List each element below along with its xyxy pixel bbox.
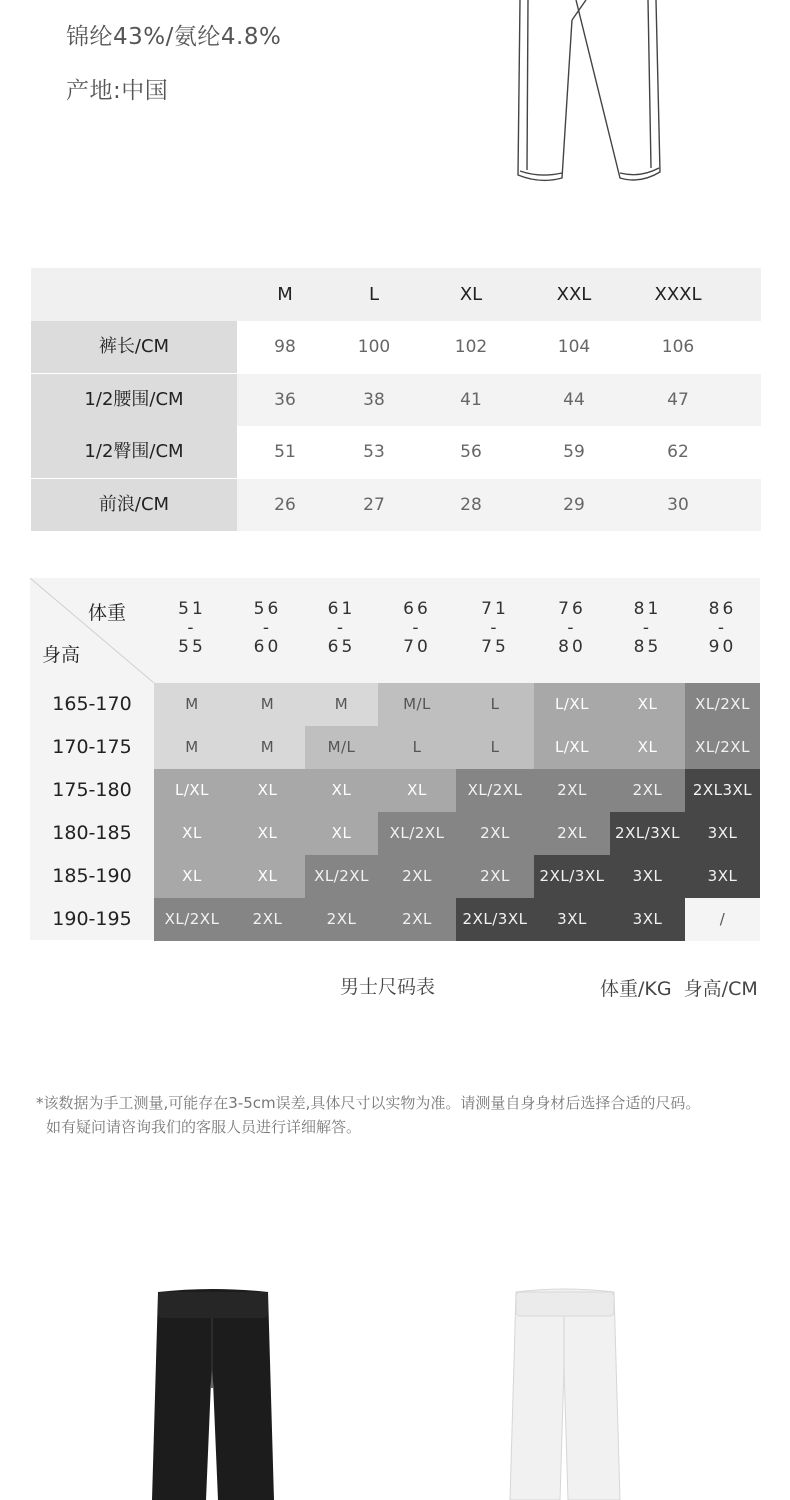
weight-range-sep: - [262,618,273,638]
weight-range-to: 55 [178,637,206,657]
size-col-header: XXL [556,284,592,305]
size-recommendation-cell: XL [230,812,305,855]
size-recommendation-cell: 2XL [305,898,378,941]
white-pants-image [506,1286,624,1500]
weight-range-sep: - [717,618,728,638]
weight-range-from: 76 [558,599,586,619]
size-col-header: XXXL [654,284,702,305]
size-value-cell: 27 [363,494,385,515]
size-recommendation-cell: XL [610,726,685,769]
weight-range-from: 51 [178,599,206,619]
size-value-cell: 102 [454,337,488,357]
size-value-cell: 47 [667,389,689,410]
size-recommendation-cell: 3XL [610,898,685,941]
size-recommendation-cell: M [230,683,305,726]
size-recommendation-cell: / [685,898,760,941]
size-recommendation-cell: XL [230,769,305,812]
size-recommendation-cell: XL [610,683,685,726]
height-range-label: 175-180 [52,779,132,801]
size-recommendation-cell: 2XL [378,898,456,941]
diagonal-divider [30,578,154,683]
size-recommendation-cell: M/L [378,683,456,726]
weight-range-sep: - [567,618,577,638]
size-recommendation-cell: L [456,683,534,726]
weight-range [387,600,447,657]
origin-text: 产地:中国 [66,78,169,104]
size-recommendation-cell: XL/2XL [685,726,760,769]
size-recommendation-cell: XL/2XL [305,855,378,898]
size-value-cell: 44 [563,389,585,410]
size-recommendation-cell: 2XL [230,898,305,941]
weight-range-from: 86 [708,599,737,619]
weight-range [618,600,678,657]
size-col-header: L [368,284,380,305]
rec-header [30,578,760,683]
weight-range-from: 66 [403,599,431,619]
size-recommendation-cell: 2XL/3XL [610,812,685,855]
weight-header: 体重 [88,602,127,624]
size-recommendation-cell: 3XL [685,812,760,855]
size-recommendation-cell: M/L [305,726,378,769]
size-value-cell: 38 [363,389,385,410]
size-recommendation-cell: XL/2XL [456,769,534,812]
black-pants-image [150,1288,280,1500]
weight-range-to: 85 [633,637,662,657]
size-recommendation-cell: XL/2XL [378,812,456,855]
size-value-cell: 28 [460,494,482,515]
units-caption: 体重/KG 身高/CM [600,978,758,1000]
size-recommendation-cell: XL [305,769,378,812]
size-row-label: 裤长/CM [31,321,237,373]
weight-range-to: 60 [253,637,282,657]
size-value-cell: 98 [274,337,296,357]
size-recommendation-cell: 2XL [456,812,534,855]
size-row-label: 1/2臀围/CM [31,426,237,478]
height-range-label: 190-195 [52,908,132,930]
size-recommendation-cell: 2XL/3XL [456,898,534,941]
size-value-cell: 29 [563,494,585,515]
size-value-cell: 104 [557,337,591,357]
size-table-row [31,426,761,478]
size-recommendation-cell: M [230,726,305,769]
weight-range-to: 65 [327,637,356,657]
weight-range-sep: - [336,618,347,638]
weight-range [312,600,372,657]
size-recommendation-cell: XL [230,855,305,898]
size-recommendation-cell: XL [154,812,230,855]
size-recommendation-cell: L [378,726,456,769]
size-recommendation-cell: 2XL/3XL [534,855,610,898]
chart-caption: 男士尺码表 [340,976,436,998]
size-recommendation-cell: XL [154,855,230,898]
weight-range-to: 70 [403,637,431,657]
size-value-cell: 53 [363,442,385,462]
size-recommendation-cell: 2XL3XL [685,769,760,812]
size-recommendation-cell: 3XL [610,855,685,898]
size-recommendation-cell: XL [305,812,378,855]
size-row-label: 前浪/CM [31,479,237,531]
size-recommendation-cell: L/XL [534,683,610,726]
size-col-header: XL [459,284,483,305]
weight-range-sep: - [490,618,500,638]
size-table-row [31,321,761,373]
weight-range-sep: - [412,618,422,638]
size-recommendation-cell: 2XL [456,855,534,898]
weight-range-to: 80 [558,637,586,657]
size-recommendation-cell: M [154,726,230,769]
weight-range-to: 90 [708,637,737,657]
size-col-header: M [277,284,293,305]
contact-note: 如有疑问请咨询我们的客服人员进行详细解答。 [46,1118,362,1136]
size-recommendation-cell: XL/2XL [154,898,230,941]
fabric-composition: 锦纶43%/氨纶4.8% [66,24,282,50]
weight-range-from: 81 [633,599,662,619]
size-recommendation-cell: M [154,683,230,726]
height-header: 身高 [42,644,81,666]
weight-range [238,600,298,657]
height-range-label: 180-185 [52,822,132,844]
size-table-row [31,479,761,531]
weight-range-from: 61 [327,599,356,619]
weight-range [542,600,602,657]
weight-range [162,600,222,657]
size-recommendation-grid [30,578,760,940]
size-recommendation-cell: XL/2XL [685,683,760,726]
weight-range-to: 75 [481,637,509,657]
size-value-cell: 51 [274,442,296,462]
weight-range-from: 56 [253,599,282,619]
size-value-cell: 30 [667,494,689,515]
size-value-cell: 62 [667,442,689,462]
weight-range [693,600,753,657]
size-table-row [31,374,761,426]
weight-range-sep: - [187,618,197,638]
size-table-header [31,268,761,321]
weight-range [465,600,525,657]
size-value-cell: 56 [460,442,482,462]
size-value-cell: 41 [460,389,482,410]
height-range-label: 185-190 [52,865,132,887]
size-recommendation-cell: 2XL [610,769,685,812]
size-recommendation-cell: 3XL [534,898,610,941]
size-value-cell: 36 [274,389,296,410]
size-row-label: 1/2腰围/CM [31,374,237,426]
pants-line-drawing [510,0,670,190]
weight-range-sep: - [642,618,653,638]
size-recommendation-cell: L/XL [534,726,610,769]
size-recommendation-cell: L [456,726,534,769]
size-recommendation-cell: 2XL [378,855,456,898]
height-range-label: 165-170 [52,693,132,715]
size-value-cell: 106 [661,337,695,357]
size-recommendation-cell: M [305,683,378,726]
size-recommendation-cell: L/XL [154,769,230,812]
height-range-label: 170-175 [52,736,132,758]
size-recommendation-cell: 2XL [534,812,610,855]
size-value-cell: 26 [274,494,296,515]
measurement-note: *该数据为手工测量,可能存在3-5cm误差,具体尺寸以实物为准。请测量自身身材后选择合适的尺码。 [36,1094,701,1112]
size-recommendation-cell: 2XL [534,769,610,812]
weight-range-from: 71 [481,599,509,619]
size-value-cell: 100 [357,337,391,357]
size-value-cell: 59 [563,442,585,462]
size-recommendation-cell: 3XL [685,855,760,898]
size-measurement-table [31,268,761,531]
size-recommendation-cell: XL [378,769,456,812]
